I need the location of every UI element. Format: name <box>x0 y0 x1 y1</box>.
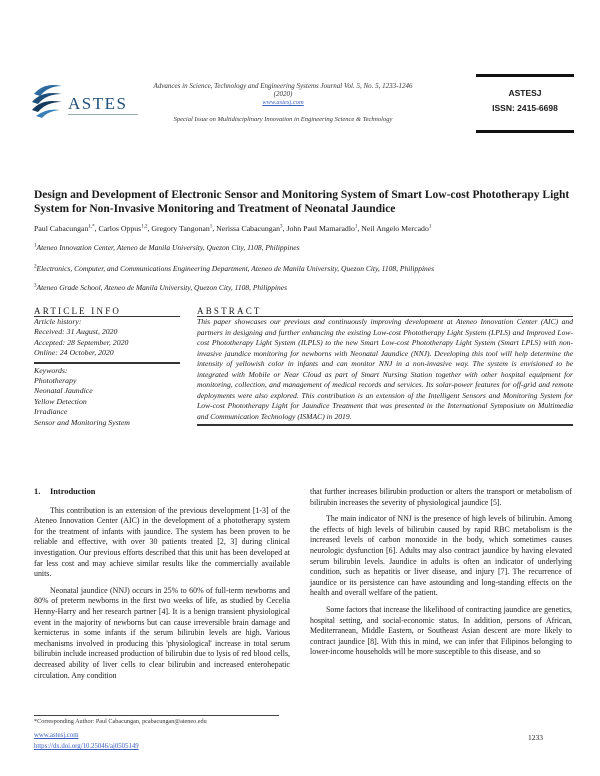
paragraph-continuation: that further increases bilirubin production or alters the transport or metabolism of bilirubin increases the severity of physiological jaundice [5]. <box>310 487 572 507</box>
corresponding-author-footnote: *Corresponding Author: Paul Cabacungan, pcabacungan@ateneo.edu <box>34 718 207 725</box>
affiliation-2: $^2$Electronics, Computer, and Communications Engineering Department, Ateneo de Manila University, Quezon City, 1108, Philippines <box>34 264 435 273</box>
accepted-date: Accepted: 28 September, 2020 <box>34 337 129 347</box>
body-right-column <box>310 487 572 664</box>
issn-number: ISSN: 2415-6698 <box>492 103 558 113</box>
journal-abbrev: ASTESJ <box>508 88 542 98</box>
article-info-heading: ARTICLE INFO <box>34 306 122 316</box>
logo-underline <box>68 114 138 115</box>
received-date: Received: 31 August, 2020 <box>34 327 118 337</box>
author: Neil Angelo Mercado <box>361 224 429 233</box>
author-list: Paul Cabacungan$^{1,*}$, Carlos Oppus$^{1,2}$, Gregory Tangonan$^1$, Nerissa Cabacungan$^3$, John Paul Mamaradlo$^1$, Neil Angelo Mercado$^1$ <box>34 224 432 233</box>
abstract <box>197 306 573 426</box>
author: Carlos Oppus <box>98 224 142 233</box>
abstract-heading: ABSTRACT <box>197 306 262 316</box>
author: Gregory Tangonan <box>151 224 210 233</box>
paper-title: Design and Development of Electronic Sensor and Monitoring System of Smart Low-cost Phototherapy Light System for Non-Invasive Monitoring and Treatment of Neonatal Jaundice <box>34 189 570 215</box>
issn-top-rule <box>476 74 574 77</box>
divider <box>34 362 180 364</box>
footnote-divider <box>34 715 279 716</box>
keyword: Irradiance <box>34 407 68 417</box>
online-date: Online: 24 October, 2020 <box>34 348 114 358</box>
page-number: 1233 <box>528 733 543 742</box>
website-link[interactable]: www.astesj.com <box>34 732 79 739</box>
logo-text: ASTES <box>68 94 128 113</box>
astes-logo <box>30 80 140 120</box>
journal-url-link[interactable]: www.astesj.com <box>262 99 304 106</box>
doi-link[interactable]: https://dx.doi.org/10.25046/aj0505149 <box>34 743 139 750</box>
affiliation-3: $^3$Ateneo Grade School, Ateneo de Manila University, Quezon City, 1108, Philippines <box>34 283 288 292</box>
body-left-column <box>34 487 290 687</box>
paragraph: This contribution is an extension of the previous development [1-3] of the Ateneo Innovation Center (AIC) in the development of a phototherapy system for the treatment of infants with jaundice. The system has been proven to be reliable and effective, with over 30 patients treated [2, 3] during clinical investigation. Our previous efforts described that this unit has been developed at far less cost and may achieve similar results like the commercially available units. <box>34 505 290 579</box>
keyword: Sensor and Monitoring System <box>34 417 130 427</box>
astes-wave-icon <box>30 80 66 120</box>
issn-bottom-rule <box>476 130 574 133</box>
paragraph: The main indicator of NNJ is the presence of high levels of bilirubin. Among the effects of high levels of bilirubin caused by rapid RBC metabolism is the increased levels of carbon monoxide in the body, which sometimes causes neurologic dysfunction [6]. Adults may also contract jaundice by having elevated serum bilirubin levels. Jaundice in adults is often an indicator of underlying condition, such as hepatitis or liver disease, and injury [7]. The recurrence of jaundice or its persistence can have astounding and long-standing effects on the health and overall welfare of the patient. <box>310 514 572 598</box>
divider <box>197 424 573 426</box>
abstract-text: This paper showcases our previous and continuously improving development at Ateneo Innovation Center (AIC) and partners in designing and further enhancing the existing Low-cost Phototherapy Light System (LPLS) and Improved Low-cost Phototherapy Light System (ILPLS) to the new Smart Low-cost Phototherapy Light System (Smart LPLS) with non-invasive jaundice monitoring for newborns with Neonatal Jaundice (NNJ). Developing this tool will help determine the intensity of yellowish color in infants and can monitor NNJ in a non-invasive way. The system is envisioned to be integrated with Mobile or Near Cloud as part of Smart Nursing Station together with other hospital equipment for monitoring, collection, and management of medical records and services. Its solar-power features for off-grid and remote deployments were also explored. This contribution is an extension of the Intelligent Sensors and Monitoring System for Low-cost Phototherapy Light for Jaundice Treatment that was presented in the International Symposium on Multimedia and Communication Technology (ISMAC) in 2019. <box>197 317 573 421</box>
issn-box <box>476 74 574 134</box>
keyword: Neonatal Jaundice <box>34 386 93 396</box>
keywords-label: Keywords: <box>34 365 68 375</box>
section-heading: 1. Introduction <box>34 487 96 496</box>
keyword: Phototherapy <box>34 376 77 386</box>
author: Paul Cabacungan <box>34 224 89 233</box>
article-info <box>34 306 180 428</box>
special-issue: Special Issue on Multidisciplinary Innovation in Engineering Science & Technology <box>173 116 393 123</box>
paragraph: Some factors that increase the likelihood of contracting jaundice are genetics, hospital setting, and social-economic status. In addition, persons of African, Mediterranean, Middle Eastern, or Southeast Asian descent are more likely to contract jaundice [8]. With this in mind, we can infer that Filipinos belonging to lower-income households will be more susceptible to this disease, and so <box>310 604 572 657</box>
journal-citation: Advances in Science, Technology and Engineering Systems Journal Vol. 5, No. 5, 1233-1246 (2020) <box>153 82 413 98</box>
history-label: Article history: <box>34 317 82 326</box>
author: John Paul Mamaradlo <box>286 224 355 233</box>
keyword: Yellow Detection <box>34 396 87 406</box>
author: Nerissa Cabacungan <box>216 224 281 233</box>
affiliation-1: $^1$Ateneo Innovation Center, Ateneo de Manila University, Quezon City, 1108, Philippines <box>34 243 300 252</box>
paragraph: Neonatal jaundice (NNJ) occurs in 25% to 60% of full-term newborns and 80% of preterm newborns in the first two weeks of life, as studied by Cecelia Henny-Harry and her research partner [4]. It is a benign transient physiological event in the majority of newborns but can cause irreversible brain damage and kernicterus in some infants if the serum bilirubin levels are high. Various mechanisms involved in producing this 'physiological' increase in total serum bilirubin include increased production of bilirubin due to lysis of red blood cells, decreased ability of liver cells to clear bilirubin and increased enterohepatic circulation. Any condition <box>34 585 290 680</box>
